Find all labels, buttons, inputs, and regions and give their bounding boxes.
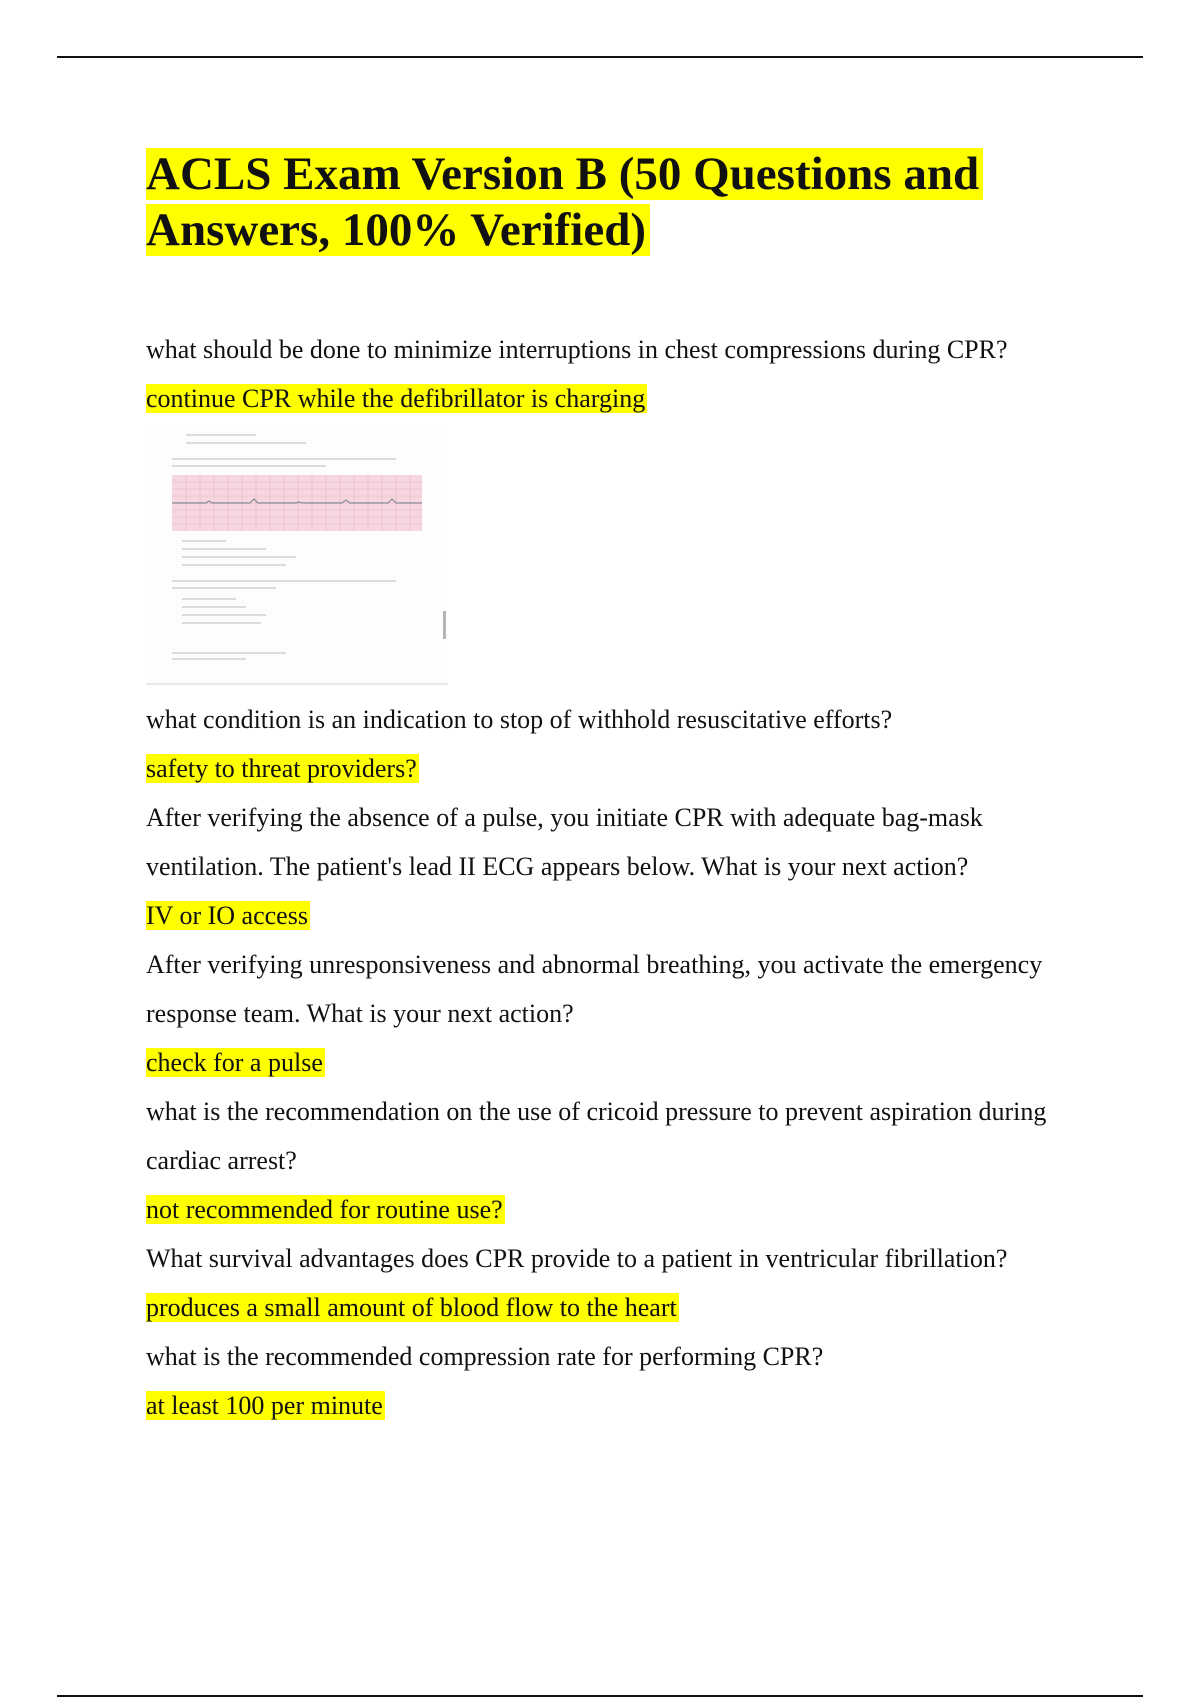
question-text: what should be done to minimize interruptions in chest compressions during CPR? xyxy=(146,335,1008,364)
answer-highlight: check for a pulse xyxy=(146,1048,323,1077)
qa-list xyxy=(146,325,1106,1430)
answer-highlight: safety to threat providers? xyxy=(146,754,417,783)
answer-text xyxy=(146,374,1106,423)
top-rule xyxy=(57,56,1143,58)
page-title xyxy=(146,146,1106,258)
answer-text xyxy=(146,1038,1106,1087)
title-text: ACLS Exam Version B (50 Questions and Answers, 100% Verified) xyxy=(146,148,983,256)
answer-text xyxy=(146,1185,1106,1234)
answer-highlight: IV or IO access xyxy=(146,901,308,930)
ecg-grid xyxy=(172,475,422,531)
answer-highlight: not recommended for routine use? xyxy=(146,1195,503,1224)
ecg-figure-icon xyxy=(146,431,448,683)
answer-highlight: at least 100 per minute xyxy=(146,1391,383,1420)
answer-text xyxy=(146,1381,1106,1430)
answer-text xyxy=(146,1283,1106,1332)
answer-text xyxy=(146,891,1106,940)
question-text: After verifying the absence of a pulse, you initiate CPR with adequate bag-mask ventilation. The patient's lead II ECG appears below. What is your next action? xyxy=(146,803,983,881)
question-text: After verifying unresponsiveness and abnormal breathing, you activate the emergency response team. What is your next action? xyxy=(146,950,1043,1028)
question-text: what is the recommendation on the use of cricoid pressure to prevent aspiration during cardiac arrest? xyxy=(146,1097,1047,1175)
bottom-rule xyxy=(57,1695,1143,1697)
question-text: What survival advantages does CPR provide to a patient in ventricular fibrillation? xyxy=(146,1244,1008,1273)
document-body xyxy=(146,146,1106,1430)
question-text: what condition is an indication to stop of withhold resuscitative efforts? xyxy=(146,705,893,734)
answer-highlight: produces a small amount of blood flow to the heart xyxy=(146,1293,677,1322)
question-text: what is the recommended compression rate for performing CPR? xyxy=(146,1342,824,1371)
answer-highlight: continue CPR while the defibrillator is charging xyxy=(146,384,646,413)
ecg-strip-thumbnail xyxy=(146,431,448,685)
answer-text xyxy=(146,744,1106,793)
